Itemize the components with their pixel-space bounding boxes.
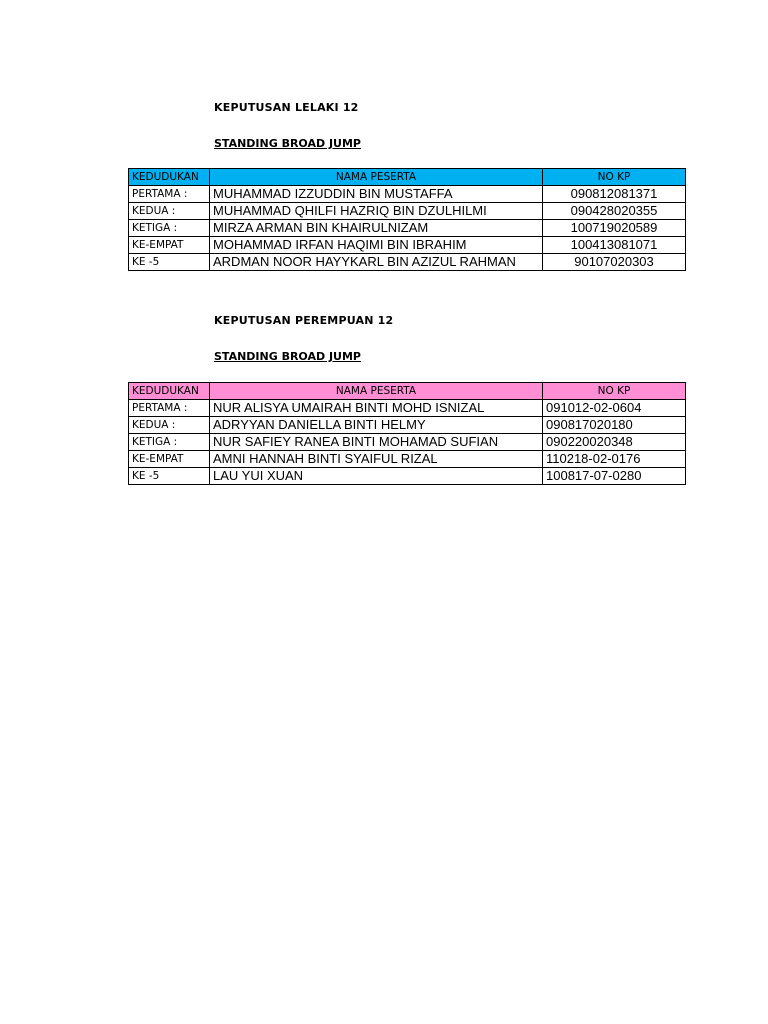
id-number-cell: 100817-07-0280 (543, 468, 686, 485)
girls-results-heading: KEPUTUSAN PEREMPUAN 12 (214, 314, 394, 327)
boys-event-title: STANDING BROAD JUMP (214, 137, 361, 150)
table-row (129, 237, 686, 254)
table-row (129, 468, 686, 485)
table-row (129, 203, 686, 220)
participant-name-cell: AMNI HANNAH BINTI SYAIFUL RIZAL (210, 451, 543, 468)
rank-cell: KE -5 (129, 254, 210, 271)
column-header-rank: KEDUDUKAN (129, 383, 210, 400)
id-number-cell: 90107020303 (543, 254, 686, 271)
participant-name-cell: ARDMAN NOOR HAYYKARL BIN AZIZUL RAHMAN (210, 254, 543, 271)
column-header-id: NO KP (543, 169, 686, 186)
participant-name-cell: LAU YUI XUAN (210, 468, 543, 485)
participant-name-cell: MOHAMMAD IRFAN HAQIMI BIN IBRAHIM (210, 237, 543, 254)
id-number-cell: 100719020589 (543, 220, 686, 237)
table-row (129, 451, 686, 468)
rank-cell: KE -5 (129, 468, 210, 485)
boys-results-section (128, 100, 685, 271)
table-row (129, 434, 686, 451)
table-row (129, 254, 686, 271)
girls-event-title: STANDING BROAD JUMP (214, 350, 361, 363)
table-header-row (129, 383, 686, 400)
rank-cell: PERTAMA : (129, 400, 210, 417)
id-number-cell: 090220020348 (543, 434, 686, 451)
girls-results-section (128, 313, 685, 485)
id-number-cell: 091012-02-0604 (543, 400, 686, 417)
girls-results-table (128, 382, 686, 485)
table-header-row (129, 169, 686, 186)
participant-name-cell: ADRYYAN DANIELLA BINTI HELMY (210, 417, 543, 434)
table-row (129, 417, 686, 434)
boys-results-heading: KEPUTUSAN LELAKI 12 (214, 101, 359, 114)
column-header-id: NO KP (543, 383, 686, 400)
id-number-cell: 110218-02-0176 (543, 451, 686, 468)
column-header-name: NAMA PESERTA (210, 383, 543, 400)
column-header-rank: KEDUDUKAN (129, 169, 210, 186)
table-row (129, 186, 686, 203)
id-number-cell: 090812081371 (543, 186, 686, 203)
rank-cell: KETIGA : (129, 434, 210, 451)
column-header-name: NAMA PESERTA (210, 169, 543, 186)
rank-cell: KEDUA : (129, 203, 210, 220)
table-row (129, 220, 686, 237)
id-number-cell: 090428020355 (543, 203, 686, 220)
participant-name-cell: MUHAMMAD IZZUDDIN BIN MUSTAFFA (210, 186, 543, 203)
boys-results-table (128, 168, 686, 271)
participant-name-cell: MIRZA ARMAN BIN KHAIRULNIZAM (210, 220, 543, 237)
participant-name-cell: NUR SAFIEY RANEA BINTI MOHAMAD SUFIAN (210, 434, 543, 451)
id-number-cell: 100413081071 (543, 237, 686, 254)
participant-name-cell: MUHAMMAD QHILFI HAZRIQ BIN DZULHILMI (210, 203, 543, 220)
rank-cell: KEDUA : (129, 417, 210, 434)
rank-cell: KETIGA : (129, 220, 210, 237)
participant-name-cell: NUR ALISYA UMAIRAH BINTI MOHD ISNIZAL (210, 400, 543, 417)
rank-cell: PERTAMA : (129, 186, 210, 203)
rank-cell: KE-EMPAT (129, 451, 210, 468)
rank-cell: KE-EMPAT (129, 237, 210, 254)
id-number-cell: 090817020180 (543, 417, 686, 434)
table-row (129, 400, 686, 417)
